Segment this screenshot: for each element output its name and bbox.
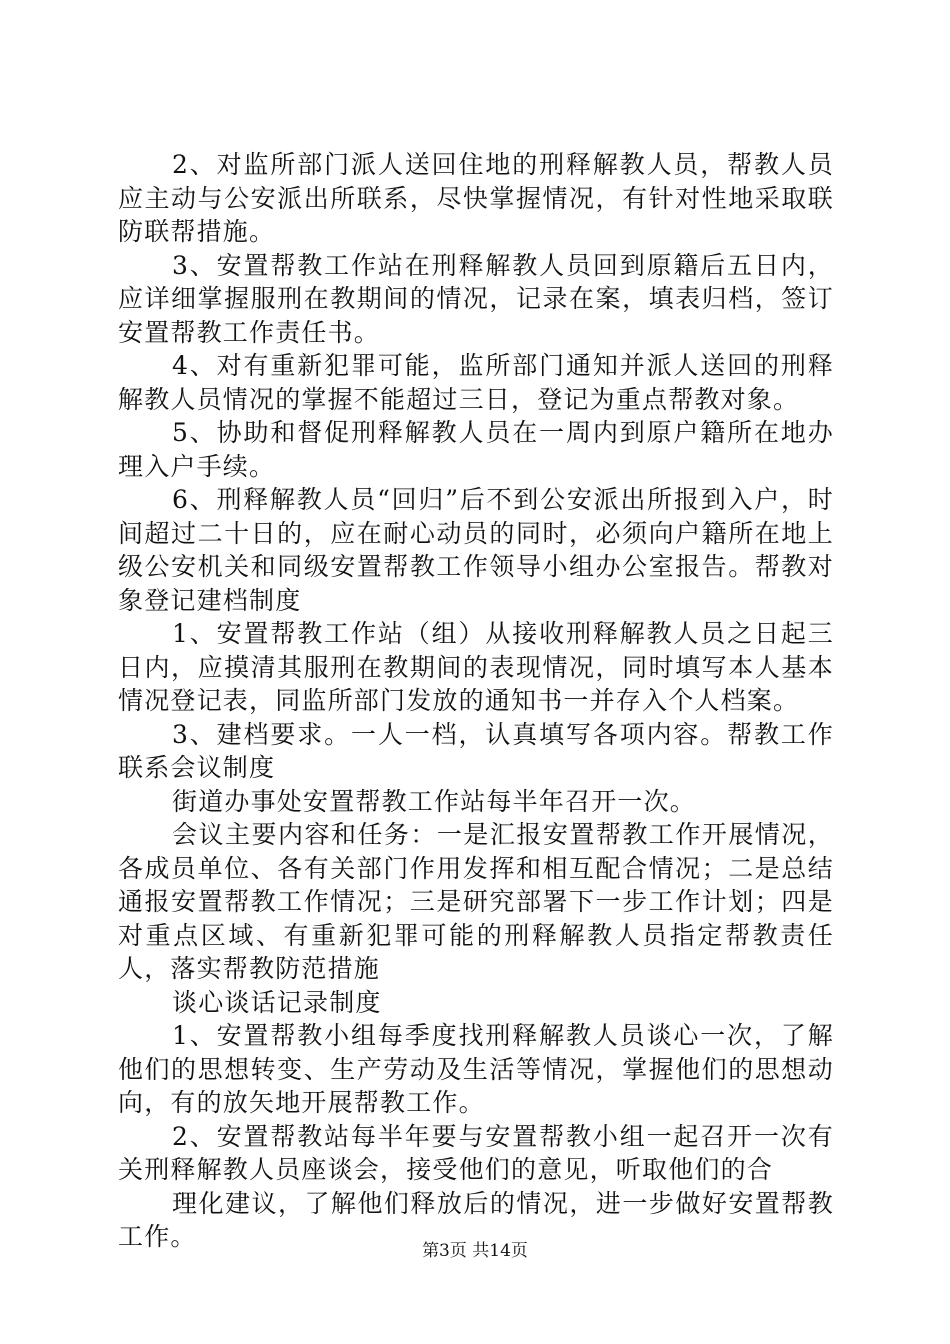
paragraph-registration-3: 3、建档要求。一人一档，认真填写各项内容。帮教工作联系会议制度: [118, 719, 834, 782]
section-heading-talk-records: 谈心谈话记录制度: [172, 987, 382, 1017]
paragraph-item-3: 3、安置帮教工作站在刑释解教人员回到原籍后五日内，应详细掌握服刑在教期间的情况，记录在案，填表归档，签订安置帮教工作责任书。: [118, 250, 834, 347]
paragraph-talk-2: 2、安置帮教站每半年要与安置帮教小组一起召开一次有关刑释解教人员座谈会，接受他们的意见，听取他们的合: [118, 1121, 834, 1184]
paragraph-item-5: 5、协助和督促刑释解教人员在一周内到原户籍所在地办理入户手续。: [118, 418, 834, 481]
page-number-footer: 第3页 共14页: [422, 1241, 528, 1261]
paragraph-talk-1: 1、安置帮教小组每季度找刑释解教人员谈心一次，了解他们的思想转变、生产劳动及生活等情况，掌握他们的思想动向，有的放矢地开展帮教工作。: [118, 1021, 834, 1117]
paragraph-item-6: 6、刑释解教人员“回归”后不到公安派出所报到入户，时间超过二十日的，应在耐心动员的同时，必须向户籍所在地上级公安机关和同级安置帮教工作领导小组办公室报告。帮教对象登记建档制度: [118, 485, 834, 615]
paragraph-talk-2-continued: 理化建议，了解他们释放后的情况，进一步做好安置帮教工作。: [118, 1188, 834, 1251]
paragraph-registration-1: 1、安置帮教工作站（组）从接收刑释解教人员之日起三日内，应摸清其服刑在教期间的表现情况，同时填写本人基本情况登记表，同监所部门发放的通知书一并存入个人档案。: [118, 619, 834, 715]
paragraph-meeting-frequency: 街道办事处安置帮教工作站每半年召开一次。: [172, 786, 697, 816]
paragraph-item-4: 4、对有重新犯罪可能，监所部门通知并派人送回的刑释解教人员情况的掌握不能超过三日，登记为重点帮教对象。: [118, 351, 834, 414]
paragraph-meeting-content: 会议主要内容和任务：一是汇报安置帮教工作开展情况，各成员单位、各有关部门作用发挥和相互配合情况；二是总结通报安置帮教工作情况；三是研究部署下一步工作计划；四是对重点区域、有重新犯罪可能的刑释解教人员指定帮教责任人，落实帮教防范措施: [118, 820, 834, 983]
document-body: [118, 148, 834, 1254]
paragraph-item-2: 2、对监所部门派人送回住地的刑释解教人员，帮教人员应主动与公安派出所联系，尽快掌握情况，有针对性地采取联防联帮措施。: [118, 150, 834, 246]
